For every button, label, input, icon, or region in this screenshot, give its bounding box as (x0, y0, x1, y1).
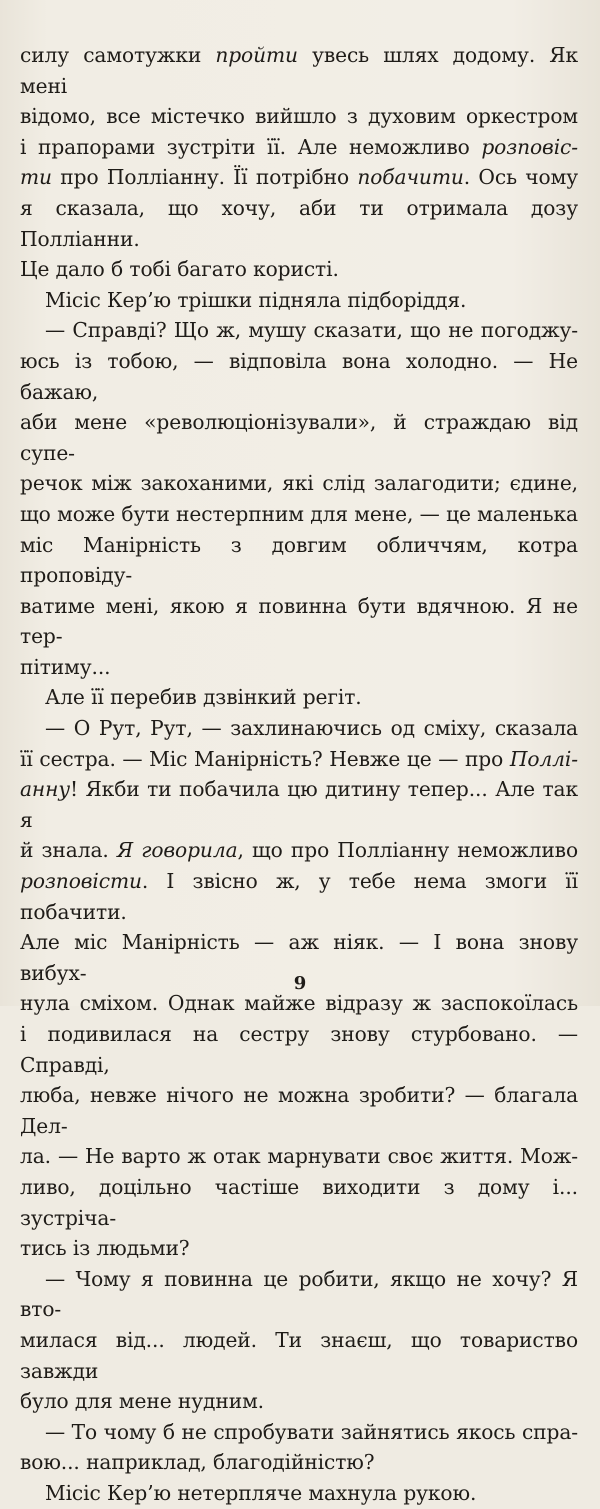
text-segment: Але її перебив дзвінкий регіт. (45, 685, 362, 710)
text-line (20, 744, 578, 775)
text-line (20, 315, 578, 346)
paragraph (20, 1264, 578, 1417)
text-line (20, 346, 578, 407)
italic-text: розповісти (20, 869, 142, 894)
text-segment: юсь із тобою, — відповіла вона холодно. — Не бажаю, (20, 348, 578, 404)
text-line (20, 713, 578, 744)
text-segment: відомо, все містечко вийшло з духовим оркестром (20, 104, 578, 129)
text-segment: і подивилася на сестру знову стурбовано. — Справді, (20, 1022, 578, 1077)
text-segment: й знала. (20, 838, 117, 863)
text-line (20, 468, 578, 499)
text-line (20, 652, 578, 683)
text-segment: увесь шлях додому. Як мені (20, 43, 578, 98)
paragraph (20, 315, 578, 682)
text-line (20, 193, 578, 254)
text-line (20, 285, 578, 316)
text-line (20, 254, 578, 285)
italic-text: пройти (215, 43, 298, 67)
text-line (20, 1019, 578, 1080)
paragraph (20, 40, 578, 285)
page-body-text (20, 40, 578, 1509)
text-segment: милася від... людей. Ти знаєш, що товариство завжди (20, 1327, 578, 1383)
text-segment: нула сміхом. Однак майже відразу ж заспокоїлась (20, 991, 578, 1016)
page-number: 9 (293, 973, 307, 994)
text-segment: я сказала, що хочу, аби ти отримала дозу Поллiанни. (20, 195, 578, 251)
text-segment: ливо, доцільно частіше виходити з дому і... зустріча- (20, 1174, 578, 1230)
text-segment: . Ось чому (463, 165, 578, 190)
text-segment: Але міс Манірність — аж ніяк. — І вона знову вибух- (20, 930, 578, 985)
text-line (20, 1172, 578, 1233)
text-line (20, 407, 578, 468)
text-segment: — То чому б не спробувати зайнятись якось спра- (45, 1419, 578, 1444)
text-line (20, 682, 578, 713)
text-segment: Це дало б тобі багато користі. (20, 257, 339, 282)
text-line (20, 499, 578, 530)
italic-text: анну (20, 777, 70, 802)
text-segment: про Поллiанну. Її потрібно (51, 165, 358, 190)
italic-text: Я говорила (116, 838, 238, 863)
text-line (20, 1386, 578, 1417)
paragraph (20, 285, 578, 316)
text-line (20, 1264, 578, 1325)
text-segment: її сестра. — Міс Манірність? Невже це — про (20, 746, 510, 771)
text-segment: — Справді? Що ж, мушу сказати, що не погоджу- (45, 318, 578, 343)
text-segment: — Чому я повинна це робити, якщо не хочу? Я вто- (20, 1266, 578, 1322)
text-line (20, 530, 578, 591)
text-line (20, 774, 578, 835)
text-segment: — О Рут, Рут, — захлинаючись од сміху, сказала (45, 716, 578, 741)
text-segment: ватиме мені, якою я повинна бути вдячною. Я не тер- (20, 593, 578, 649)
italic-text: Поллі- (509, 746, 578, 771)
text-line (20, 866, 578, 927)
text-line (20, 1325, 578, 1386)
italic-text: розповіс- (481, 134, 578, 159)
text-line (20, 1080, 578, 1141)
text-line (20, 835, 578, 866)
text-segment: люба, невже нічого не можна зробити? — благала Дел- (20, 1083, 578, 1138)
text-segment: пітиму... (20, 654, 111, 679)
text-line (20, 101, 578, 132)
text-line (20, 1417, 578, 1448)
text-segment: міс Манірність з довгим обличчям, котра проповіду- (20, 532, 578, 588)
text-line (20, 1447, 578, 1478)
text-line (20, 162, 578, 193)
text-line (20, 1141, 578, 1172)
text-line (20, 1478, 578, 1509)
italic-text: ти (20, 165, 52, 190)
text-segment: . І звісно ж, у тебе нема змоги її побачити. (20, 869, 578, 924)
text-segment: вою... наприклад, благодійністю? (20, 1450, 375, 1475)
text-segment: Місіс Кер’ю трішки підняла підборіддя. (45, 287, 467, 312)
text-line (20, 1233, 578, 1264)
text-segment: і прапорами зустріти її. Але неможливо (20, 134, 482, 159)
text-segment: Місіс Кер’ю нетерпляче махнула рукою. (45, 1480, 477, 1505)
text-segment: ! Якби ти побачила цю дитину тепер... Але так я (20, 777, 578, 832)
text-segment: , що про Поллiанну неможливо (237, 838, 578, 863)
text-segment: було для мене нудним. (20, 1389, 264, 1414)
italic-text: побачити (357, 165, 464, 190)
paragraph (20, 1478, 578, 1509)
text-segment: тись із людьми? (20, 1236, 190, 1261)
text-segment: що може бути нестерпним для мене, — це маленька (20, 501, 578, 526)
text-line (20, 40, 578, 101)
text-line (20, 132, 578, 163)
paragraph (20, 682, 578, 713)
text-segment: ла. — Не варто ж отак марнувати своє життя. Мож- (20, 1144, 578, 1169)
text-segment: силу самотужки (20, 43, 216, 67)
text-line (20, 591, 578, 652)
text-segment: аби мене «революціонізували», й страждаю від супе- (20, 410, 578, 465)
text-segment: речок між закоханими, які слід залагодити; єдине, (20, 471, 578, 496)
paragraph (20, 1417, 578, 1478)
